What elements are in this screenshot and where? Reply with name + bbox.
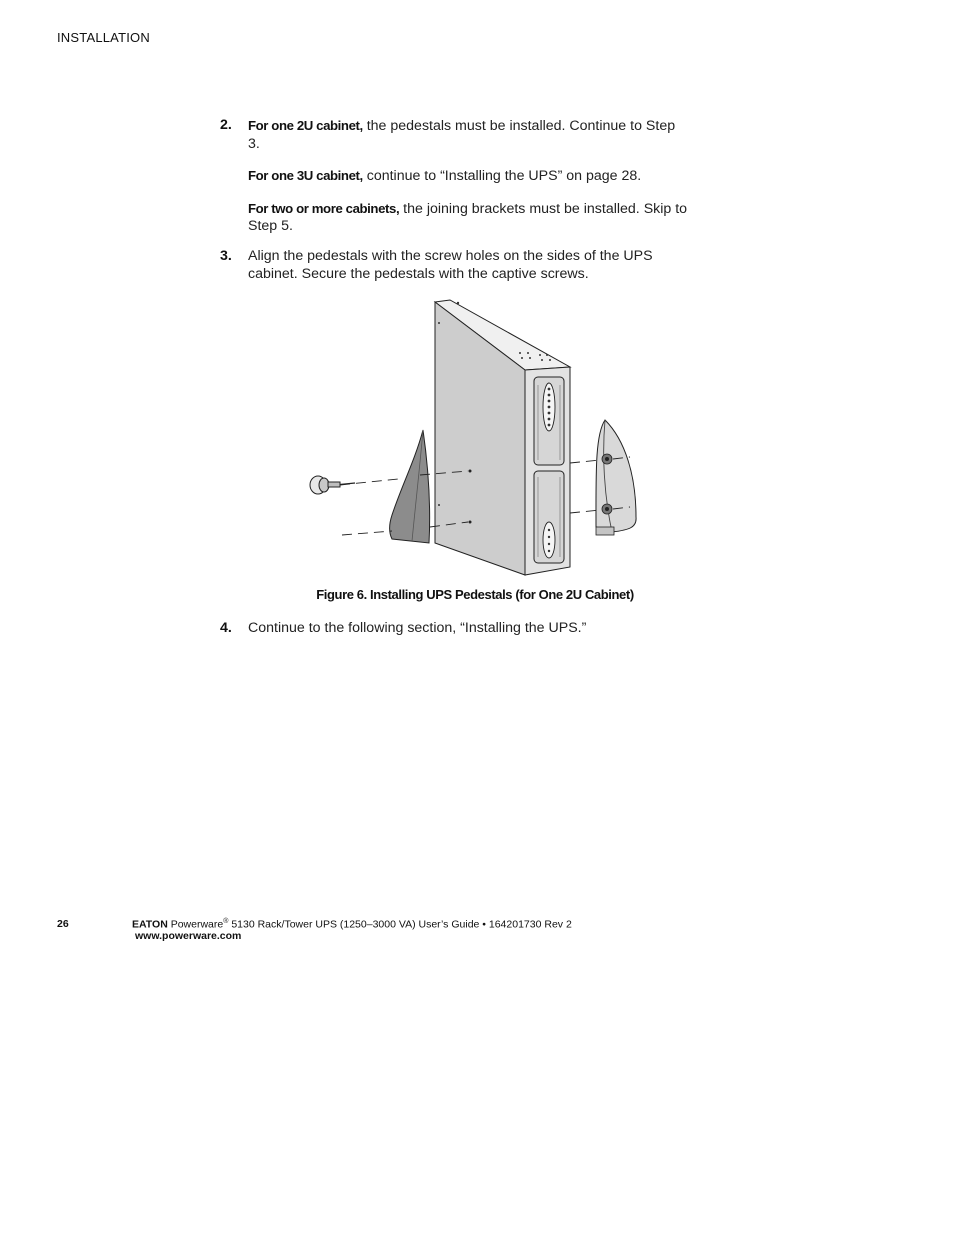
footer-url: www.powerware.com <box>135 930 242 942</box>
step-4-text: Continue to the following section, “Installing the UPS.” <box>248 620 587 636</box>
step-number: 3. <box>220 248 232 264</box>
figure-caption: Figure 6. Installing UPS Pedestals (for One 2U Cabinet) <box>316 587 634 602</box>
step-2-para-2: For one 3U cabinet, continue to “Installing the UPS” on page 28. <box>248 168 642 184</box>
step-3-text: Align the pedestals with the screw holes on the sides of the UPS cabinet. Secure the pedestals with the captive screws. <box>248 248 653 282</box>
step-4 <box>220 620 690 638</box>
step-number: 2. <box>220 117 232 133</box>
page-number: 26 <box>57 918 69 930</box>
step-2 <box>220 117 690 236</box>
step-3 <box>220 248 690 283</box>
step-2-para-3: For two or more cabinets, the joining brackets must be installed. Skip to Step 5. <box>248 200 688 234</box>
step-number: 4. <box>220 620 232 636</box>
running-header: INSTALLATION <box>57 30 150 45</box>
footer-doc-info: EATON Powerware® 5130 Rack/Tower UPS (1250–3000 VA) User’s Guide • 164201730 Rev 2 <box>132 918 572 931</box>
brand-name: EATON <box>132 918 168 931</box>
ups-pedestal-illustration <box>300 295 650 580</box>
step-2-para-1: For one 2U cabinet, the pedestals must be installed. Continue to Step 3. <box>248 118 676 152</box>
